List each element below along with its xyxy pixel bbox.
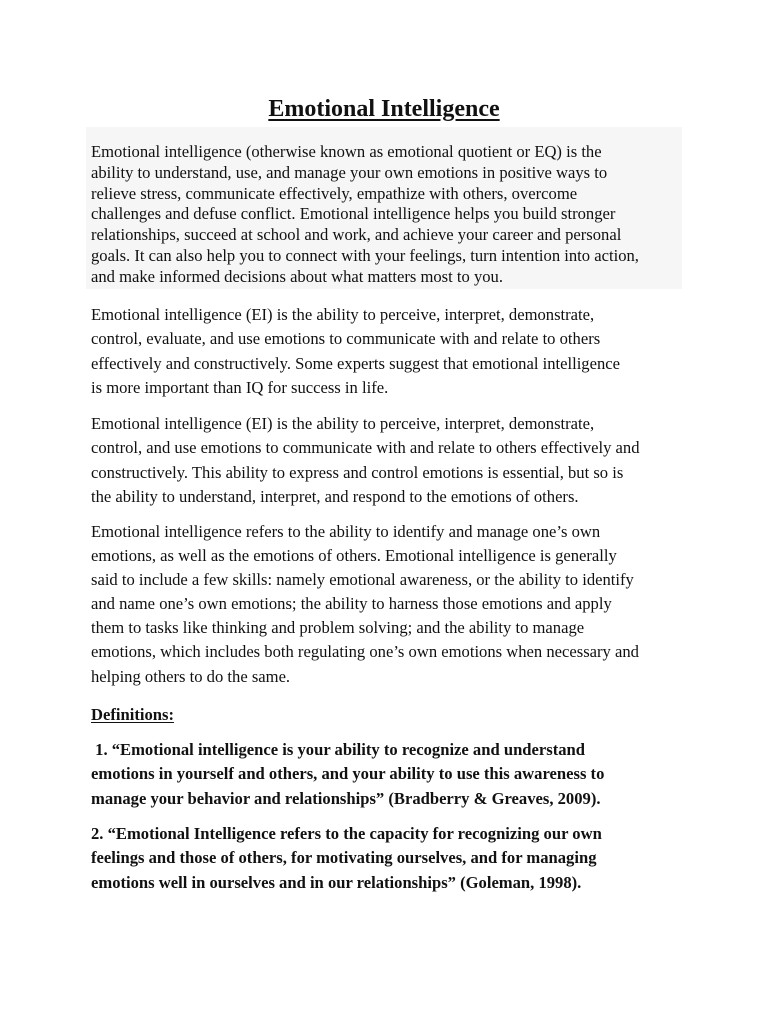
definition-line: emotions in yourself and others, and your ability to use this awareness to [91, 764, 605, 784]
paragraph-line: Emotional intelligence (EI) is the ability to perceive, interpret, demonstrate, [91, 414, 595, 433]
paragraph-line: them to tasks like thinking and problem solving; and the ability to manage [91, 618, 585, 638]
paragraph-line: the ability to understand, interpret, and respond to the emotions of others. [91, 487, 579, 507]
definition-line: manage your behavior and relationships” (Bradberry & Greaves, 2009). [91, 788, 601, 808]
definition-line: feelings and those of others, for motivating ourselves, and for managing [91, 848, 597, 868]
paragraph-line: Emotional intelligence (otherwise known as emotional quotient or EQ) is the [91, 142, 602, 161]
paragraph-line: goals. It can also help you to connect with your feelings, turn intention into action, [91, 245, 639, 265]
definitions-heading: Definitions: [91, 705, 174, 724]
paragraph-line: effectively and constructively. Some experts suggest that emotional intelligence [91, 353, 620, 373]
paragraph-line: and name one’s own emotions; the ability to harness those emotions and apply [91, 594, 612, 614]
paragraph-intro [91, 142, 639, 288]
definition-line: 2. “Emotional Intelligence refers to the capacity for recognizing our own [91, 824, 602, 843]
definition-line: 1. “Emotional intelligence is your ability to recognize and understand [91, 740, 585, 759]
paragraph-line: control, and use emotions to communicate with and relate to others effectively and [91, 438, 640, 458]
paragraph-ei-definition [91, 303, 620, 400]
definition-item-goleman [91, 822, 602, 895]
paragraph-line: relieve stress, communicate effectively, empathize with others, overcome [91, 183, 578, 203]
paragraph-line: helping others to do the same. [91, 666, 291, 686]
definition-line: emotions well in ourselves and in our relationships” (Goleman, 1998). [91, 872, 582, 892]
paragraph-line: constructively. This ability to express and control emotions is essential, but so is [91, 462, 624, 482]
paragraph-line: Emotional intelligence refers to the ability to identify and manage one’s own [91, 522, 601, 541]
definition-item-bradberry [91, 738, 604, 811]
paragraph-line: ability to understand, use, and manage your own emotions in positive ways to [91, 162, 608, 182]
paragraph-line: emotions, which includes both regulating one’s own emotions when necessary and [91, 642, 639, 662]
paragraph-line: control, evaluate, and use emotions to communicate with and relate to others [91, 329, 601, 349]
paragraph-line: is more important than IQ for success in life. [91, 377, 389, 397]
paragraph-line: said to include a few skills: namely emotional awareness, or the ability to identify [91, 570, 634, 590]
paragraph-line: relationships, succeed at school and work, and achieve your career and personal [91, 225, 622, 245]
paragraph-line: challenges and defuse conflict. Emotional intelligence helps you build stronger [91, 204, 616, 224]
paragraph-line: Emotional intelligence (EI) is the ability to perceive, interpret, demonstrate, [91, 305, 595, 324]
paragraph-line: emotions, as well as the emotions of others. Emotional intelligence is generally [91, 546, 617, 566]
paragraph-ei-components [91, 520, 639, 689]
paragraph-line: and make informed decisions about what matters most to you. [91, 266, 503, 286]
paragraph-ei-skills [91, 412, 640, 510]
document-title: Emotional Intelligence [268, 96, 500, 122]
